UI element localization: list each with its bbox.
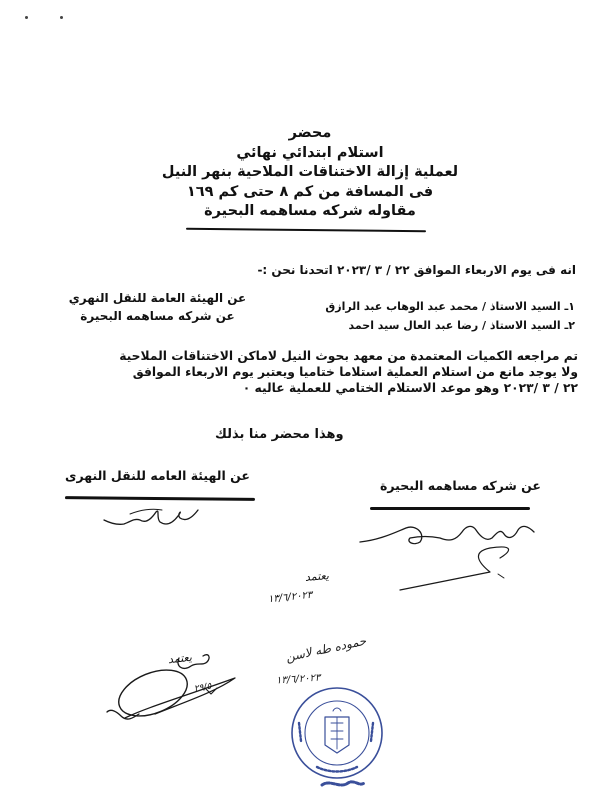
official-stamp-icon	[287, 683, 387, 783]
scan-mark	[25, 16, 28, 19]
title-line: مقاوله شركه مساهمه البحيرة	[204, 203, 416, 219]
left-signature	[100, 500, 210, 540]
body-paragraph	[38, 348, 578, 396]
right-signature	[340, 512, 540, 587]
title-line: لعملية إزالة الاختناقات الملاحية بنهر النيل	[161, 164, 459, 180]
handwritten-name: حموده طه لاسن	[284, 633, 368, 665]
approval-date-1: ١٣/٦/٢٠٢٣	[267, 589, 313, 606]
body-line: ٢٢ / ٣ /٢٠٢٣ وهو موعد الاستلام الختامي للعملية عاليه ٠	[242, 381, 578, 395]
attendee-1-representing: عن الهيئة العامة للنقل النهري	[68, 291, 247, 305]
approval-date-3: ١٣/٦/٢٠٢٣	[275, 672, 321, 687]
closing-line: وهذا محضر منا بذلك	[215, 427, 344, 442]
title-line: محضر	[288, 125, 332, 141]
body-line: تم مراجعه الكميات المعتمدة من معهد بحوث النيل لاماكن الاختناقات الملاحية	[119, 349, 578, 363]
attendee-2-representing: عن شركه مساهمه البحيرة	[80, 309, 235, 323]
scan-mark	[60, 16, 63, 19]
attendee-1: ١ـ السيد الاستاذ / محمد عبد الوهاب عبد الرازق	[325, 300, 575, 313]
approval-date-2: ٢٩/٥	[193, 681, 213, 695]
approval-note-2: يعتمد	[167, 650, 193, 667]
right-signature-line	[370, 507, 530, 510]
title-line: استلام ابتدائي نهائي	[236, 144, 384, 161]
right-signature-heading: عن شركه مساهمه البحيرة	[380, 478, 541, 493]
title-line: فى المسافة من كم ٨ حتى كم ١٦٩	[186, 183, 434, 200]
intro-line: انه فى يوم الاربعاء الموافق ٢٢ / ٣ /٢٠٢٣ اتحدنا نحن :-	[257, 263, 576, 277]
body-line: ولا يوجد مانع من استلام العملية استلاما ختاميا ويعتبر يوم الاربعاء الموافق	[132, 365, 578, 379]
attendee-2: ٢ـ السيد الاستاذ / رضا عبد العال سيد احمد	[348, 319, 575, 332]
left-signature-heading: عن الهيئة العامه للنقل النهرى	[65, 468, 250, 483]
document-title	[140, 124, 480, 222]
stamp-smudge-icon	[318, 775, 368, 795]
title-underline	[186, 228, 426, 233]
approval-note-1: يعتمد	[304, 569, 330, 584]
